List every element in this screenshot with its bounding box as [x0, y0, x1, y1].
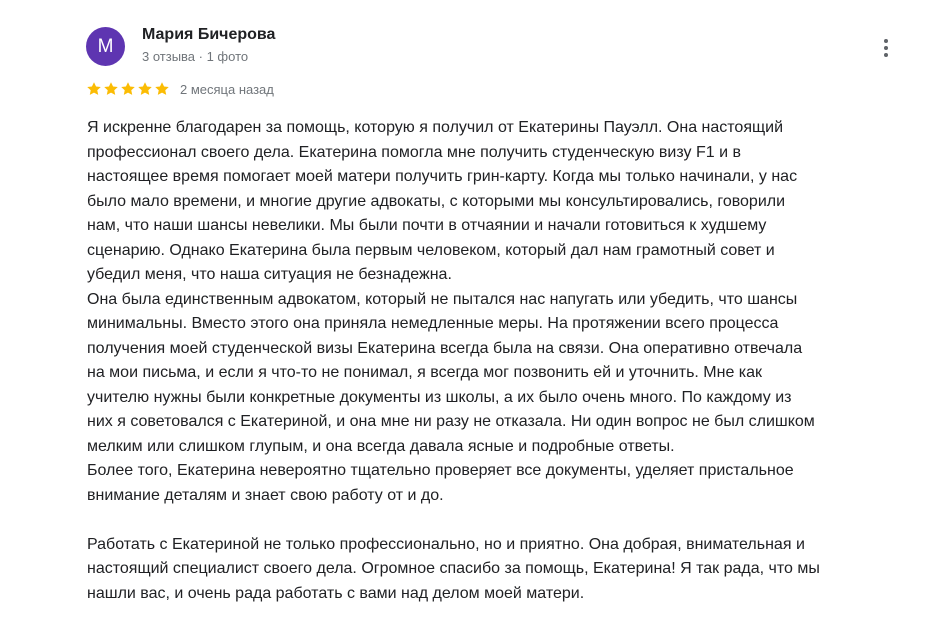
review-text-line: получения моей студенческой визы Екатерина всегда была на связи. Она оперативно отвечала [87, 339, 803, 357]
more-vertical-icon-dot [884, 53, 888, 57]
review-text-line: профессионал своего дела. Екатерина помогла мне получить студенческую визу F1 и в [87, 143, 741, 161]
star-icon [137, 81, 153, 97]
review-text-line: нашли вас, и очень рада работать с вами над делом моей матери. [87, 584, 585, 602]
review-text-line: внимание деталям и знает свою работу от и до. [87, 486, 444, 504]
star-rating [86, 81, 170, 97]
review-text-line: них я советовался с Екатериной, и она мне ни разу не отказала. Ни один вопрос не был слишком [87, 413, 815, 430]
review-text-line: настоящее время помогает моей матери получить грин-карту. Когда мы только начинали, у нас [87, 168, 798, 185]
review-text-line: было мало времени, и многие другие адвокаты, с которыми мы консультировались, говорили [87, 192, 786, 210]
star-icon [103, 81, 119, 97]
avatar[interactable]: М [86, 27, 125, 66]
review-text-line: Работать с Екатериной не только профессионально, но и приятно. Она добрая, внимательная и [87, 535, 805, 553]
rating-row [86, 80, 274, 98]
review-text-line: сценарию. Однако Екатерина была первым человеком, который дал нам грамотный совет и [87, 241, 775, 259]
star-icon [86, 81, 102, 97]
review-text-line: Она была единственным адвокатом, который не пытался нас напугать или убедить, что шансы [87, 290, 798, 308]
review-text-line: нам, что наши шансы невелики. Мы были почти в отчаянии и начали готовиться к худшему [87, 217, 767, 234]
more-vertical-icon [884, 39, 888, 43]
more-options-button[interactable] [874, 34, 898, 62]
review-text-line: Я искренне благодарен за помощь, которую я получил от Екатерины Пауэлл. Она настоящий [87, 119, 784, 136]
review-date: 2 месяца назад [180, 81, 274, 97]
review-text-line: учителю нужны были конкретные документы из школы, а их было очень много. По каждому из [87, 388, 792, 406]
review-text-line: на мои письма, и если я что-то не понимал, я всегда мог позвонить ей и уточнить. Мне как [87, 364, 763, 381]
more-vertical-icon-dot [884, 46, 888, 50]
author-name[interactable]: Мария Бичерова [142, 26, 276, 43]
review-text-line: минимальны. Вместо этого она приняла немедленные меры. На протяжении всего процесса [87, 315, 779, 332]
review-text-line: мелким или слишком глупым, и она всегда давала ясные и подробные ответы. [87, 437, 675, 455]
review-text-line: убедил меня, что наша ситуация не безнадежна. [87, 266, 452, 283]
blank-line [87, 508, 907, 533]
star-icon [120, 81, 136, 97]
star-icon [154, 81, 170, 97]
review-text-line: Более того, Екатерина невероятно тщательно проверяет все документы, уделяет пристальное [87, 462, 794, 479]
author-meta: 3 отзыва · 1 фото [142, 49, 249, 64]
review-text [87, 116, 907, 606]
review-text-line: настоящий специалист своего дела. Огромное спасибо за помощь, Екатерина! Я так рада, что мы [87, 560, 820, 577]
